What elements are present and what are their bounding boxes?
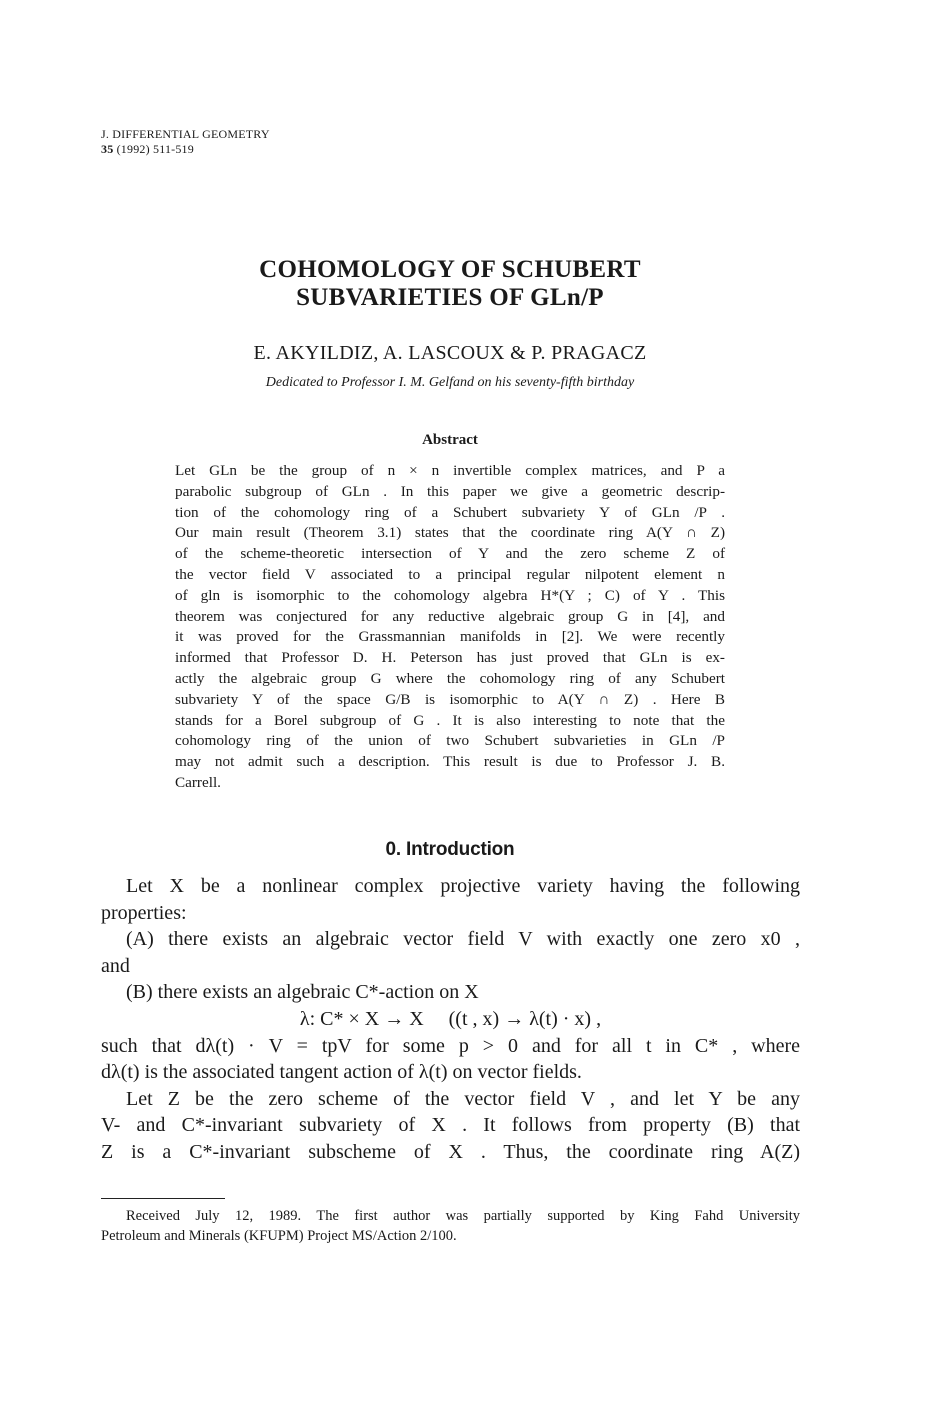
footnote-line: Petroleum and Minerals (KFUPM) Project MS/Action 2/100. (101, 1227, 457, 1244)
paragraph-line: (A) there exists an algebraic vector field V with exactly one zero x0 , (126, 928, 800, 951)
paragraph-line: V- and C*-invariant subvariety of X . It follows from property (B) that (101, 1114, 800, 1137)
abstract-line: the vector field V associated to a principal regular nilpotent element n (175, 565, 725, 583)
journal-name: J. DIFFERENTIAL GEOMETRY (101, 127, 270, 141)
abstract-line: Our main result (Theorem 3.1) states that the coordinate ring A(Y ∩ Z) (175, 524, 725, 542)
abstract-line: it was proved for the Grassmannian manifolds in [2]. We were recently (175, 628, 725, 646)
paragraph-line: and (101, 954, 130, 977)
abstract-line: Let GLn be the group of n × n invertible complex matrices, and P a (175, 462, 725, 479)
abstract-line: of gln is isomorphic to the cohomology algebra H*(Y ; C) of Y . This (175, 586, 725, 604)
abstract-line: stands for a Borel subgroup of G . It is also interesting to note that the (175, 711, 725, 729)
abstract-line: may not admit such a description. This result is due to Professor J. B. (175, 753, 725, 771)
abstract-line: of the scheme-theoretic intersection of Y and the zero scheme Z of (175, 545, 725, 563)
authors: E. AKYILDIZ, A. LASCOUX & P. PRAGACZ (253, 342, 647, 364)
paragraph-line: Let X be a nonlinear complex projective variety having the following (126, 875, 800, 897)
abstract-line: theorem was conjectured for any reductive algebraic group G in [4], and (175, 607, 725, 625)
dedication: Dedicated to Professor I. M. Gelfand on his seventy-fifth birthday (265, 375, 635, 390)
abstract-heading: Abstract (422, 432, 478, 448)
title-line-2: SUBVARIETIES OF GLn/P (296, 284, 604, 311)
abstract-line: tion of the cohomology ring of a Schubert subvariety Y of GLn /P . (175, 503, 725, 521)
footnote-line: Received July 12, 1989. The first author was partially supported by King Fahd University (126, 1208, 800, 1224)
volume-number: 35 (101, 142, 114, 156)
abstract-line: informed that Professor D. H. Peterson has just proved that GLn is ex- (175, 649, 725, 667)
paragraph-line: Let Z be the zero scheme of the vector field V , and let Y be any (126, 1087, 800, 1110)
abstract-line: subvariety Y of the space G/B is isomorphic to A(Y ∩ Z) . Here B (175, 690, 725, 708)
paragraph-line: properties: (101, 901, 187, 924)
display-formula: λ: C* × X → X ((t , x) → λ(t) · x) , (299, 1007, 602, 1030)
journal-header (101, 127, 270, 157)
abstract-line: cohomology ring of the union of two Schubert subvarieties in GLn /P (175, 732, 725, 750)
section-heading: 0. Introduction (385, 839, 515, 860)
journal-volume (101, 142, 270, 157)
title-line-1: COHOMOLOGY OF SCHUBERT (259, 256, 641, 283)
paper-title (0, 256, 900, 312)
footnote (101, 1207, 800, 1246)
abstract-line: actly the algebraic group G where the cohomology ring of any Schubert (175, 669, 725, 687)
paragraph-line: Z is a C*-invariant subscheme of X . Thus, the coordinate ring A(Z) (101, 1140, 800, 1163)
abstract-body (175, 461, 725, 794)
paragraph-line: (B) there exists an algebraic C*-action on X (126, 981, 479, 1004)
year-pages: (1992) 511-519 (116, 142, 194, 156)
section-body (101, 873, 800, 1166)
paragraph-line: such that dλ(t) · V = tpV for some p > 0 and for all t in C* , where (101, 1034, 800, 1057)
paragraph-line: dλ(t) is the associated tangent action of λ(t) on vector fields. (101, 1061, 582, 1084)
abstract-line: parabolic subgroup of GLn . In this paper we give a geometric descrip- (175, 482, 725, 500)
abstract-line: Carrell. (175, 773, 221, 791)
footnote-rule (101, 1198, 225, 1199)
